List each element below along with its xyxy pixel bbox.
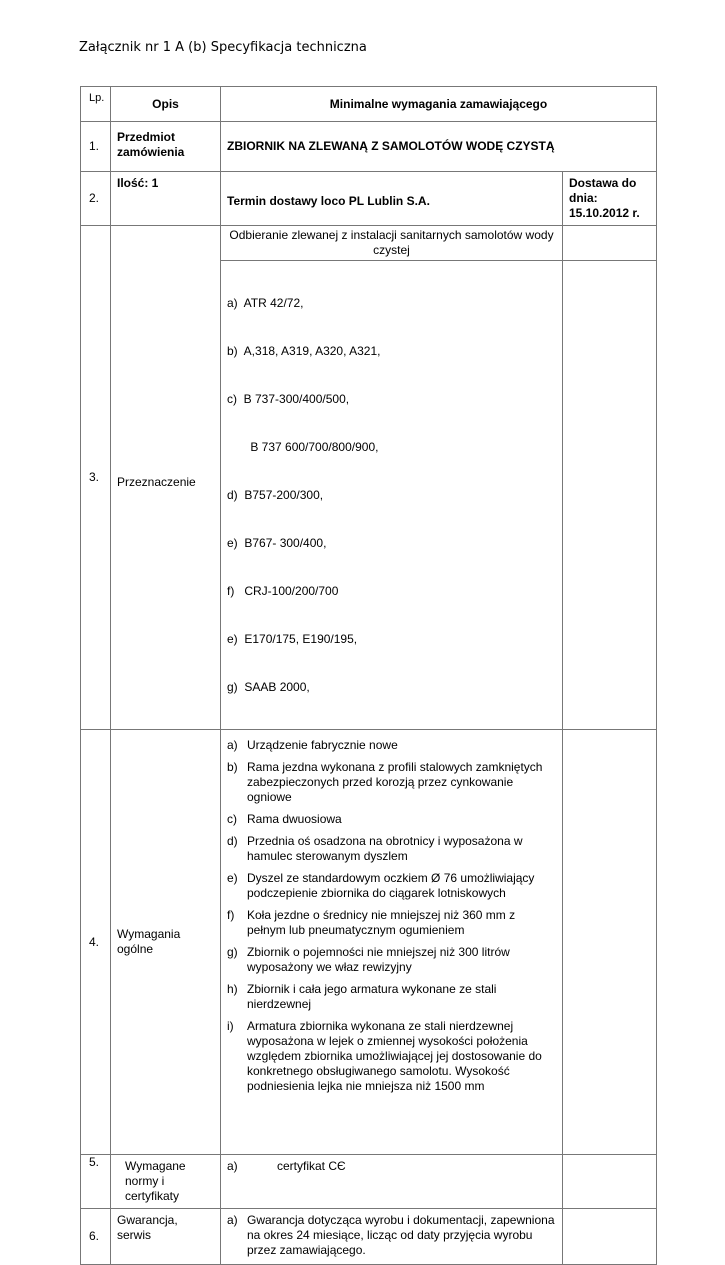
row3-intro: Odbieranie zlewanej z instalacji sanitarnych samolotów wody czystej <box>221 226 563 261</box>
row4-label: Wymagania ogólne <box>111 730 221 1155</box>
page-header: Załącznik nr 1 A (b) Specyfikacja techniczna <box>79 40 367 55</box>
row2-lp: 2. <box>81 172 111 226</box>
row1-lp: 1. <box>81 122 111 172</box>
column-wymagania: Minimalne wymagania zamawiającego <box>221 87 657 122</box>
list-item: b) A,318, A319, A320, A321, <box>227 344 381 358</box>
row2-label: Ilość: 1 <box>111 172 221 226</box>
list-item: f) CRJ-100/200/700 <box>227 584 339 598</box>
table-row <box>81 730 657 1155</box>
list-item: d) B757-200/300, <box>227 488 324 502</box>
list-item: g) SAAB 2000, <box>227 680 310 694</box>
list-item: b) Rama jezdna wykonana z profili stalowych zamkniętych zabezpieczonych przed korozją przez cynkowanie ogniowe <box>227 760 543 804</box>
list-item: e) Dyszel ze standardowym oczkiem Ø 76 umożliwiający podczepienie zbiornika do ciągarek lotniskowych <box>227 871 535 900</box>
row2-delivery-date: Dostawa do dnia: 15.10.2012 r. <box>563 172 657 226</box>
row1-label: Przedmiot zamówienia <box>111 122 221 172</box>
list-item: c) B 737-300/400/500, <box>227 392 350 406</box>
row4-lp: 4. <box>81 730 111 1155</box>
row5-requirement <box>221 1155 563 1209</box>
list-item: c) Rama dwuosiowa <box>227 812 342 826</box>
row3-aircraft-list <box>221 261 563 730</box>
row1-value: ZBIORNIK NA ZLEWANĄ Z SAMOLOTÓW WODĘ CZYSTĄ <box>221 122 657 172</box>
row4-requirements <box>221 730 563 1155</box>
row3-label: Przeznaczenie <box>111 226 221 730</box>
row3-list-empty <box>563 261 657 730</box>
column-opis: Opis <box>111 87 221 122</box>
table-header-row <box>81 87 657 122</box>
table-row <box>81 172 657 226</box>
table-row <box>81 226 657 261</box>
list-item: B 737 600/700/800/900, <box>227 440 379 454</box>
table-row <box>81 122 657 172</box>
row5-lp: 5. <box>81 1155 111 1209</box>
row6-label: Gwarancja, serwis <box>111 1209 221 1265</box>
list-item: a) certyfikat CЄ <box>227 1159 346 1173</box>
row6-empty <box>563 1209 657 1265</box>
row5-label: Wymagane normy i certyfikaty <box>111 1155 221 1209</box>
list-item: i) Armatura zbiornika wykonana ze stali nierdzewnej wyposażona w lejek o zmiennej wysokości położenia względem zbiornika umożliwiającej jej dostosowanie do konkretnego obsługiwanego samolotu. Wysokość podniesienia lejka nie mniejsza niż 1500 mm <box>227 1019 542 1093</box>
row6-lp: 6. <box>81 1209 111 1265</box>
row2-value: Termin dostawy loco PL Lublin S.A. <box>221 172 563 226</box>
table-row <box>81 1209 657 1265</box>
list-item: g) Zbiornik o pojemności nie mniejszej niż 300 litrów wyposażony we właz rewizyjny <box>227 945 510 974</box>
list-item: a) Gwarancja dotycząca wyrobu i dokumentacji, zapewniona na okres 24 miesiące, licząc od daty przyjęcia wyrobu przez zamawiającego. <box>227 1213 555 1257</box>
list-item: e) E170/175, E190/195, <box>227 632 358 646</box>
list-item: a) ATR 42/72, <box>227 296 304 310</box>
specification-table <box>80 86 657 1265</box>
list-item: f) Koła jezdne o średnicy nie mniejszej niż 360 mm z pełnym lub pneumatycznym ogumieniem <box>227 908 516 937</box>
row6-requirement <box>221 1209 563 1265</box>
column-lp: Lp. <box>81 87 111 122</box>
list-item: e) B767- 300/400, <box>227 536 327 550</box>
list-item: a) Urządzenie fabrycznie nowe <box>227 738 398 752</box>
table-row <box>81 1155 657 1209</box>
list-item: h) Zbiornik i cała jego armatura wykonane ze stali nierdzewnej <box>227 982 497 1011</box>
row3-intro-empty <box>563 226 657 261</box>
list-item: d) Przednia oś osadzona na obrotnicy i wyposażona w hamulec sterowanym dyszlem <box>227 834 523 863</box>
row4-empty <box>563 730 657 1155</box>
row5-empty <box>563 1155 657 1209</box>
row3-lp: 3. <box>81 226 111 730</box>
